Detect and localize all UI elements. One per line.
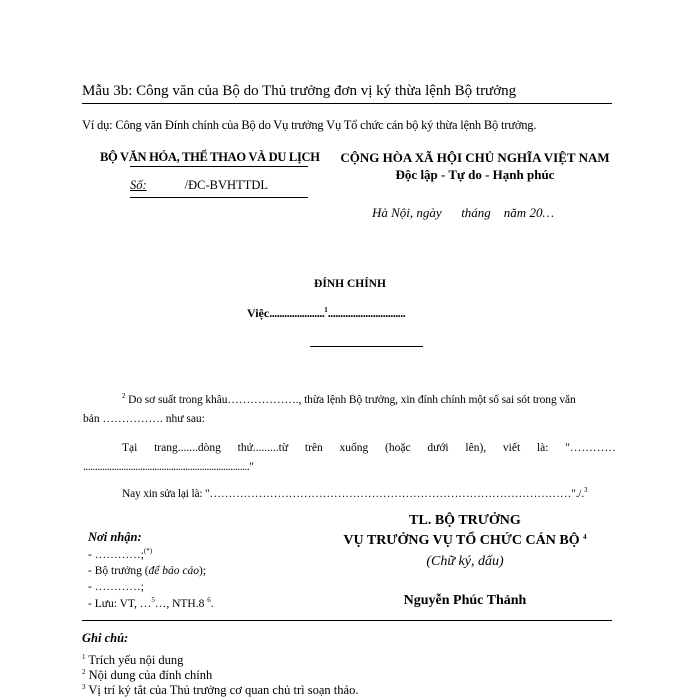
p2-word: dưới <box>427 442 449 454</box>
signature-title <box>300 533 630 549</box>
body-paragraph-2 <box>122 442 616 454</box>
p2-word: trên <box>304 442 323 454</box>
p3-footnote-ref: 3 <box>583 486 588 494</box>
note-1 <box>82 653 183 668</box>
note-3 <box>82 683 358 698</box>
note-2-text: Nội dung của đính chính <box>88 668 213 682</box>
recipient-2-text: - Bộ trưởng ( <box>88 565 149 577</box>
recipient-2-italic: để báo cáo <box>148 565 200 577</box>
archive-text-c: . <box>210 598 214 610</box>
note-3-text: Vị trí ký tắt của Thủ trưởng cơ quan chủ trì soạn thảo. <box>88 683 359 697</box>
title-divider <box>82 103 612 104</box>
notes-divider <box>82 620 612 621</box>
p2-word: thứ.........từ <box>237 442 289 454</box>
recipient-archive <box>88 598 214 610</box>
subject-footnote-ref: 1 <box>324 306 328 314</box>
note-2 <box>82 668 212 683</box>
note-1-text: Trích yếu nội dung <box>88 653 184 667</box>
note-2-num: 2 <box>82 668 86 676</box>
form-title: Mẫu 3b: Công văn của Bộ do Thủ trưởng đơn vị ký thừa lệnh Bộ trưởng <box>82 83 517 99</box>
p2-word: là: <box>536 442 549 454</box>
subject-dots-1: ...................... <box>269 306 325 320</box>
note-1-num: 1 <box>82 653 86 661</box>
subject-label: Việc <box>247 306 270 320</box>
place-date: Hà Nội, ngày tháng năm 20… <box>372 205 554 220</box>
national-motto: Độc lập - Tự do - Hạnh phúc <box>395 167 555 182</box>
so-value: /ĐC-BVHTTDL <box>184 178 268 192</box>
archive-sup-1: 5 <box>151 596 155 604</box>
p2-word: "………… <box>565 442 616 454</box>
subject-dots-2: ............................... <box>327 306 406 320</box>
body-paragraph-2-cont: ......................................................................" <box>83 461 254 473</box>
p2-word: lên), <box>465 442 487 454</box>
so-label: Số: <box>130 178 147 192</box>
signer-name: Nguyễn Phúc Thảnh <box>403 593 527 608</box>
recipient-1-text: - …………; <box>88 549 144 561</box>
signature-footnote-ref: 4 <box>583 533 587 541</box>
example-line: Ví dụ: Công văn Đính chính của Bộ do Vụ trưởng Vụ Tổ chức cán bộ ký thừa lệnh Bộ trưởng. <box>82 118 537 132</box>
recipient-2-end: ); <box>199 565 207 577</box>
number-underline <box>130 197 308 198</box>
recipient-1-sup: (*) <box>143 547 153 555</box>
archive-text-b: …, NTH.8 <box>154 598 205 610</box>
body-paragraph-3 <box>122 488 587 500</box>
recipient-1 <box>88 549 152 561</box>
recipient-3: - …………; <box>88 581 144 593</box>
separator-line <box>310 346 423 347</box>
p2-word: xuống <box>339 442 369 454</box>
ministry-underline <box>130 166 308 167</box>
nation-name: CỘNG HÒA XÃ HỘI CHỦ NGHĨA VIỆT NAM <box>340 150 610 165</box>
recipient-2 <box>88 565 206 577</box>
p2-word: trang.......dòng <box>154 442 221 454</box>
p1-text: Do sơ suất trong khâu………………., thừa lệnh Bộ trưởng, xin đính chính một số sai sót trong văn <box>125 394 576 406</box>
document-title: ĐÍNH CHÍNH <box>314 278 386 290</box>
subject-line <box>247 306 405 321</box>
signature-authority: TL. BỘ TRƯỞNG <box>409 513 521 528</box>
archive-sup-2: 6 <box>207 596 211 604</box>
p3-text: Nay xin sửa lại là: "……………………………………………………………………………………"./. <box>122 488 584 500</box>
recipients-label: Nơi nhận: <box>88 530 142 544</box>
archive-text-a: - Lưu: VT, … <box>88 598 152 610</box>
p2-word: (hoặc <box>385 442 411 454</box>
note-3-num: 3 <box>82 683 86 691</box>
p1-footnote-ref: 2 <box>122 392 126 400</box>
p2-word: Tại <box>122 442 138 454</box>
ministry-name: BỘ VĂN HÓA, THỂ THAO VÀ DU LỊCH <box>100 150 320 164</box>
signature-title-text: VỤ TRƯỞNG VỤ TỔ CHỨC CÁN BỘ <box>343 533 580 548</box>
document-number <box>130 178 268 193</box>
body-paragraph-1-cont: bản ……………. như sau: <box>83 413 205 425</box>
p2-word: viết <box>502 442 521 454</box>
body-paragraph-1 <box>122 394 576 406</box>
notes-label: Ghi chú: <box>82 631 129 645</box>
signature-instruction: (Chữ ký, dấu) <box>426 554 504 569</box>
